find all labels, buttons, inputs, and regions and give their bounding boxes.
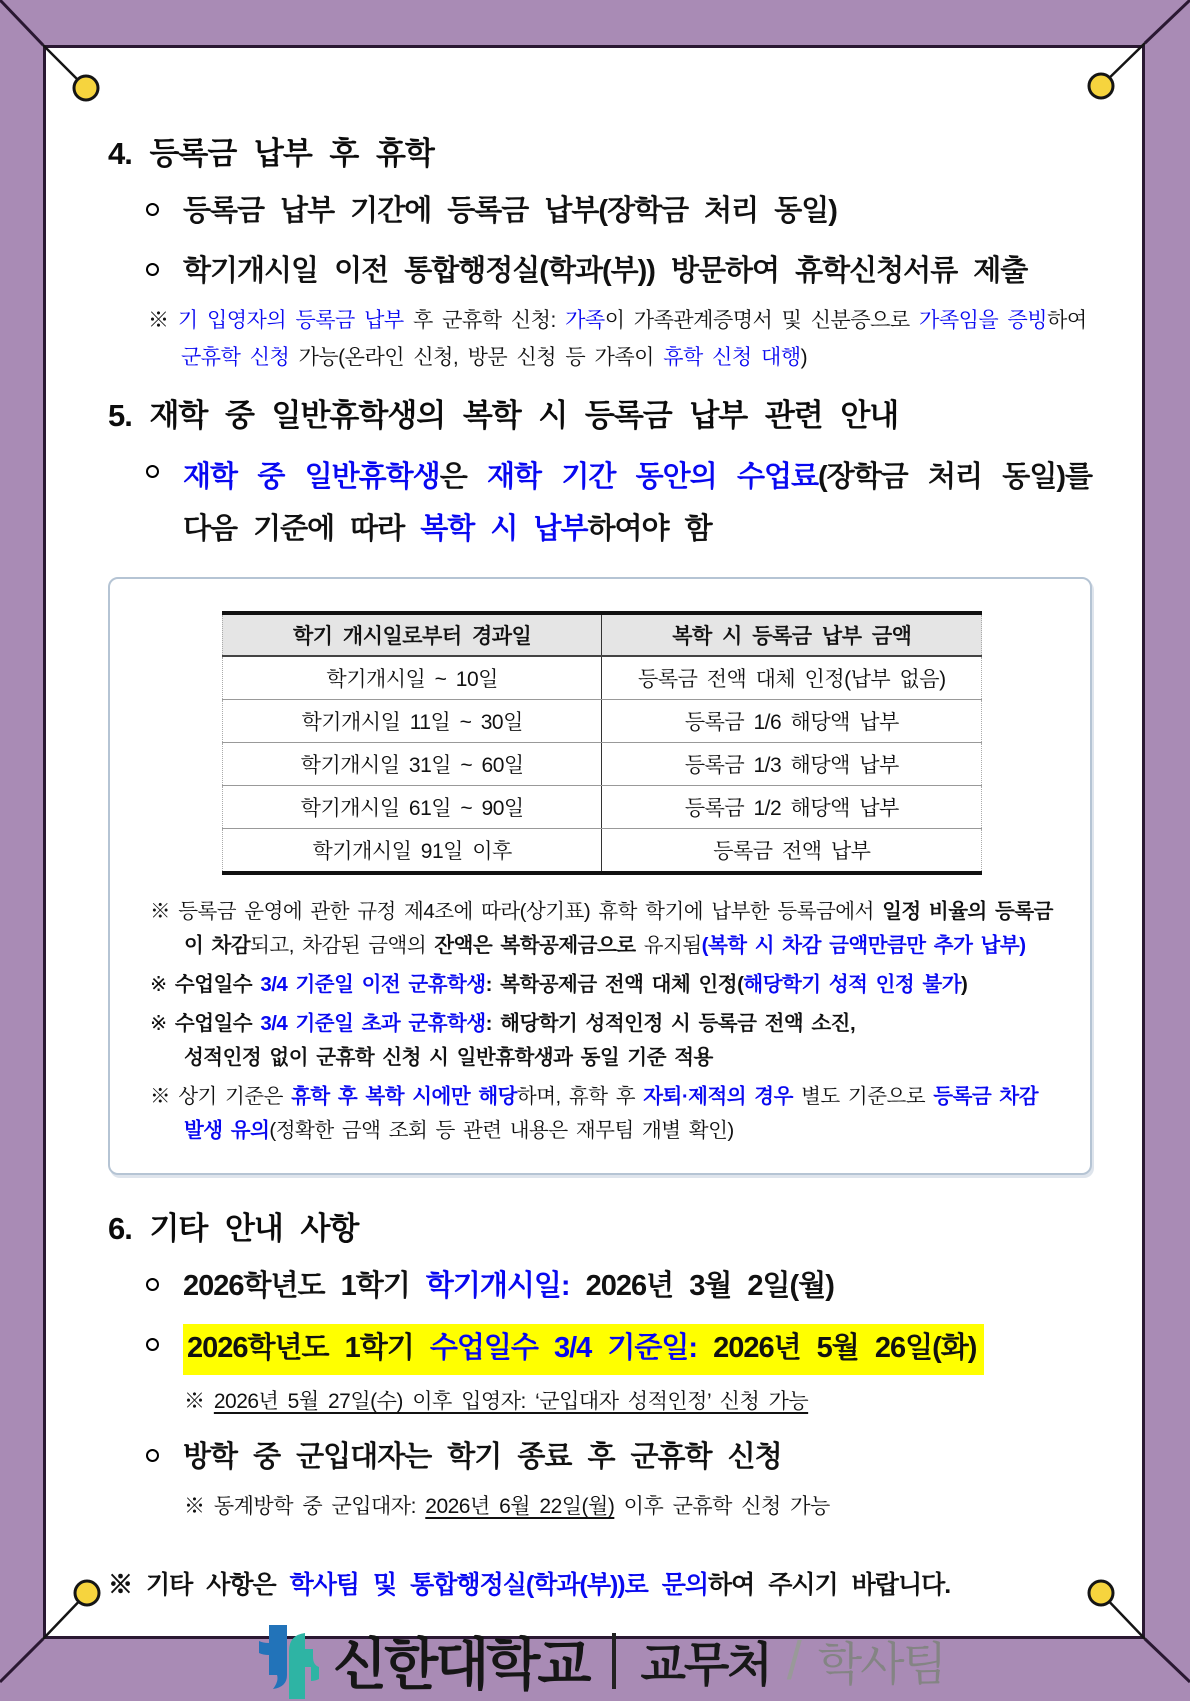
circle-bullet-icon xyxy=(146,203,159,216)
note-mark: ※ xyxy=(150,1085,170,1108)
section-6-title: 6. 기타 안내 사항 xyxy=(108,1211,359,1246)
note-mark: ※ xyxy=(184,1495,205,1518)
fee-panel xyxy=(108,577,1092,1175)
section-5-bullet-1 xyxy=(146,451,1092,555)
highlighted-deadline: 2026학년도 1학기 수업일수 3/4 기준일: 2026년 5월 26일(화) xyxy=(183,1324,984,1375)
note-text: 기 입영자의 등록금 납부 후 군휴학 신청: 가족이 가족관계증명서 및 신분증으로 가족임을 증빙하여 군휴학 신청 가능(온라인 신청, 방문 신청 등 가족이 휴학 신청 대행) xyxy=(177,309,1087,369)
table-cell: 등록금 1/2 해당액 납부 xyxy=(602,786,982,829)
bullet-text: 방학 중 군입대자는 학기 종료 후 군휴학 신청 xyxy=(183,1441,782,1473)
table-header-cell: 복학 시 등록금 납부 금액 xyxy=(602,613,982,656)
note-mark: ※ xyxy=(184,1390,205,1413)
fee-table xyxy=(222,611,982,875)
document-page xyxy=(43,45,1145,1696)
table-row xyxy=(222,743,981,786)
table-cell: 등록금 1/6 해당액 납부 xyxy=(602,700,982,743)
panel-note-1 xyxy=(150,895,1054,963)
circle-bullet-icon xyxy=(146,263,159,276)
bullet-text: 재학 중 일반휴학생은 재학 기간 동안의 수업료(장학금 처리 동일)를 다음 기준에 따라 복학 시 납부하여야 함 xyxy=(183,461,1092,545)
section-4-title: 4. 등록금 납부 후 휴학 xyxy=(108,136,434,171)
table-cell: 학기개시일 61일 ~ 90일 xyxy=(222,786,602,829)
section-4-bullet-1 xyxy=(146,189,1092,234)
section-4-note xyxy=(148,302,1092,376)
table-cell: 등록금 1/3 해당액 납부 xyxy=(602,743,982,786)
circle-bullet-icon xyxy=(146,1338,159,1351)
note-mark: ※ xyxy=(150,973,167,996)
note-mark: ※ xyxy=(148,309,169,332)
logo-slash: / xyxy=(786,1631,802,1691)
panel-note-4 xyxy=(150,1080,1054,1148)
note-mark: ※ xyxy=(108,1571,133,1599)
section-5-title: 5. 재학 중 일반휴학생의 복학 시 등록금 납부 관련 안내 xyxy=(108,398,899,433)
note-text: 동계방학 중 군입대자: 2026년 6월 22일(월) 이후 군휴학 신청 가능 xyxy=(213,1495,830,1518)
note-mark: ※ xyxy=(150,900,170,923)
note-text: 상기 기준은 휴학 후 복학 시에만 해당하며, 휴학 후 자퇴·제적의 경우 별도 기준으로 등록금 차감 발생 유의(정확한 금액 조회 등 관련 내용은 재무팀 개별 확인) xyxy=(178,1085,1039,1142)
circle-bullet-icon xyxy=(146,465,159,478)
section-6-note-2 xyxy=(184,1488,1092,1525)
fee-panel-notes xyxy=(144,895,1060,1148)
table-row xyxy=(222,786,981,829)
note-text: 2026년 5월 27일(수) 이후 입영자: ‘군입대자 성적인정’ 신청 가능 xyxy=(213,1390,809,1413)
table-row xyxy=(222,700,981,743)
bullet-text: 학기개시일 이전 통합행정실(학과(부)) 방문하여 휴학신청서류 제출 xyxy=(183,255,1028,287)
panel-note-3 xyxy=(150,1007,1054,1075)
logo-divider xyxy=(612,1633,616,1689)
section-4-bullet-2 xyxy=(146,249,1092,294)
table-row xyxy=(222,656,981,700)
note-text: 등록금 운영에 관한 규정 제4조에 따라(상기표) 휴학 학기에 납부한 등록금에서 일정 비율의 등록금이 차감되고, 차감된 금액의 잔액은 복학공제금으로 유지됨(복학 시 차감 금액만큼만 추가 납부) xyxy=(178,900,1053,957)
team-name: 학사팀 xyxy=(817,1638,946,1690)
table-row xyxy=(222,829,981,874)
table-cell: 학기개시일 11일 ~ 30일 xyxy=(222,700,602,743)
circle-bullet-icon xyxy=(146,1278,159,1291)
table-cell: 등록금 전액 납부 xyxy=(602,829,982,874)
note-text: 수업일수 3/4 기준일 초과 군휴학생: 해당학기 성적인정 시 등록금 전액 소진, 성적인정 없이 군휴학 신청 시 일반휴학생과 동일 기준 적용 xyxy=(174,1012,856,1069)
table-cell: 학기개시일 ~ 10일 xyxy=(222,656,602,700)
bullet-text: 등록금 납부 기간에 등록금 납부(장학금 처리 동일) xyxy=(183,195,837,227)
note-mark: ※ xyxy=(150,1012,167,1035)
footer-contact-note xyxy=(108,1567,1092,1603)
section-6-bullet-2 xyxy=(146,1324,1092,1375)
section-6-bullet-3 xyxy=(146,1435,1092,1480)
table-header-row xyxy=(222,613,981,656)
table-cell: 학기개시일 91일 이후 xyxy=(222,829,602,874)
section-6-bullet-1 xyxy=(146,1264,1092,1309)
shinhan-h-logo-icon xyxy=(255,1621,319,1701)
section-6-note-1 xyxy=(184,1383,1092,1420)
table-header-cell: 학기 개시일로부터 경과일 xyxy=(222,613,602,656)
note-text: 수업일수 3/4 기준일 이전 군휴학생: 복학공제금 전액 대체 인정(해당학기 성적 인정 불가) xyxy=(174,973,968,996)
note-text: 기타 사항은 학사팀 및 통합행정실(학과(부))로 문의하여 주시기 바랍니다. xyxy=(145,1571,951,1599)
university-logo-row xyxy=(108,1621,1092,1701)
bullet-text: 2026학년도 1학기 학기개시일: 2026년 3월 2일(월) xyxy=(183,1270,834,1302)
university-name: 신한대학교 xyxy=(332,1633,589,1696)
table-cell: 등록금 전액 대체 인정(납부 없음) xyxy=(602,656,982,700)
table-cell: 학기개시일 31일 ~ 60일 xyxy=(222,743,602,786)
document-content xyxy=(46,48,1142,1701)
department-name: 교무처 xyxy=(640,1637,771,1691)
panel-note-2 xyxy=(150,968,1054,1002)
circle-bullet-icon xyxy=(146,1449,159,1462)
